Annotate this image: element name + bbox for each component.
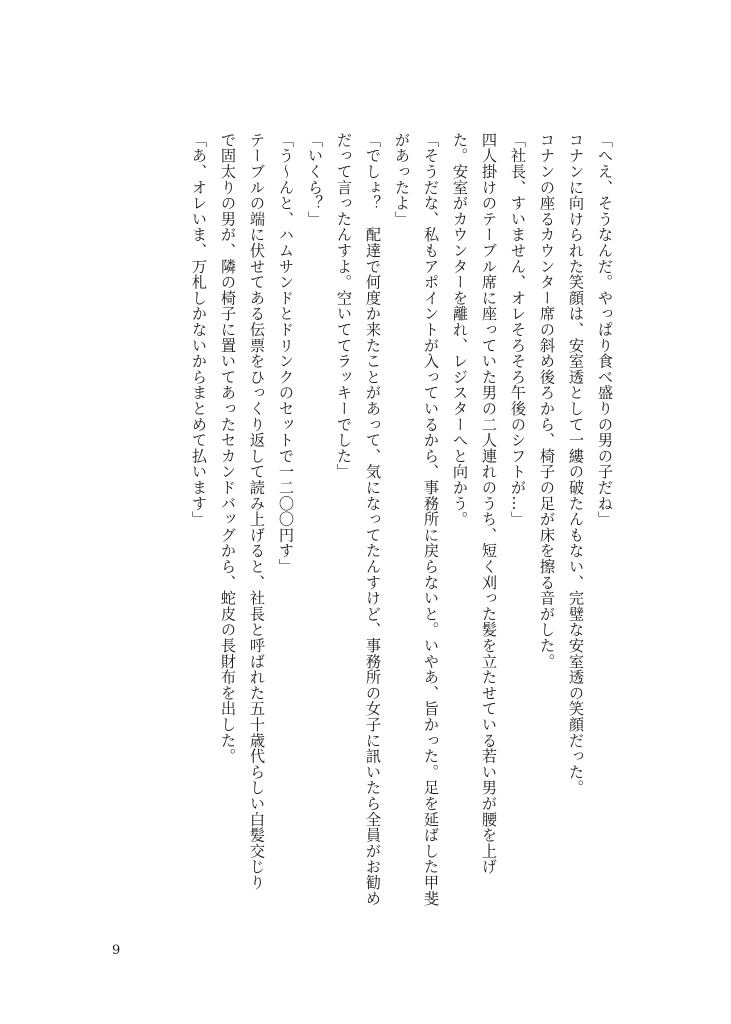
- page-number: 9: [112, 943, 121, 958]
- text-line: 「へえ、そうなんだ。やっぱり食べ盛りの男の子だね」: [596, 132, 614, 527]
- text-line: コナンの座るカウンター席の斜め後ろから、椅子の足が床を擦る音がした。: [538, 132, 556, 670]
- vertical-text-body: [184, 132, 619, 907]
- text-line: 「いくら？」: [306, 132, 324, 227]
- text-line: で固太りの男が、隣の椅子に置いてあったセカンドバッグから、蛇皮の長財布を出した。: [219, 132, 237, 764]
- text-line: コナンに向けられた笑顔は、安室透として一縷の破たんもない、完璧な安室透の笑顔だった。: [567, 132, 585, 796]
- text-line: 「でしょ？ 配達で何度か来たことがあって、気になってたんすけど、事務所の女子に訊いたら全員がお勧め: [364, 132, 382, 907]
- text-line: テーブルの端に伏せてある伝票をひっくり返して読み上げると、社長と呼ばれた五十歳代らしい白髪交じり: [248, 132, 266, 891]
- text-line: だって言ったんすよ。空いててラッキーでした」: [335, 132, 353, 480]
- text-line: 「社長、すいません、オレそろそろ午後のシフトが…」: [509, 132, 527, 527]
- text-line: た。安室がカウンターを離れ、レジスターへと向かう。: [451, 132, 469, 527]
- text-line: 「う～んと、ハムサンドとドリンクのセットで一二〇〇円す」: [277, 132, 295, 575]
- text-line: 「そうだな、私もアポイントが入っているから、事務所に戻らないと。いやあ、旨かった。足を延ばした甲斐: [422, 132, 440, 907]
- text-line: 四人掛けのテーブル席に座っていた男の二人連れのうち、短く刈った髪を立たせている若い男が腰を上げ: [480, 132, 498, 875]
- text-line: 「あ、オレいま、万札しかないからまとめて払います」: [190, 132, 208, 527]
- text-line: があったよ」: [393, 132, 411, 227]
